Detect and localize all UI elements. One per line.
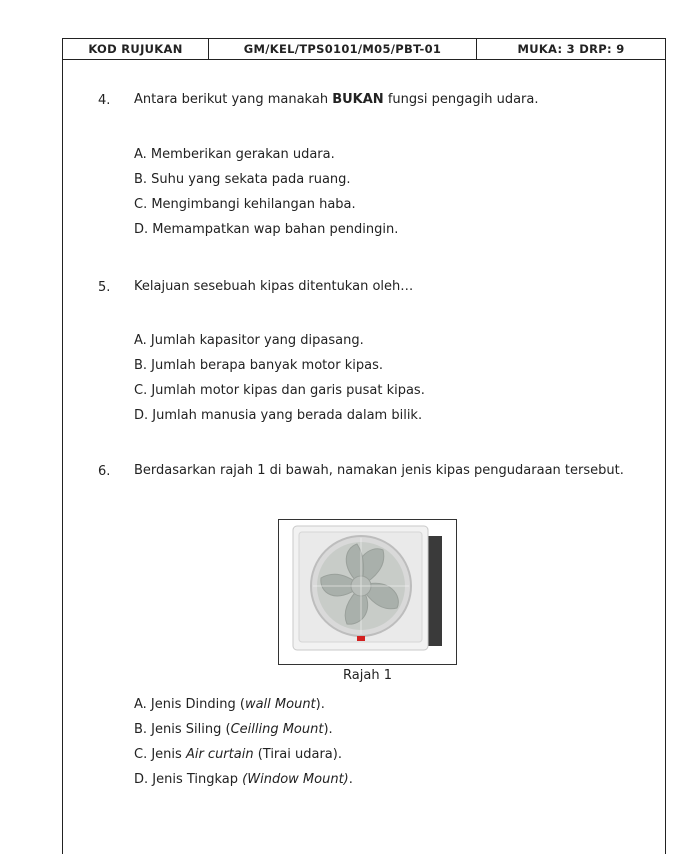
question-5-option-c: C. Jumlah motor kipas dan garis pusat kipas.	[134, 383, 425, 398]
option-a-prefix: A. Jenis Dinding (	[134, 697, 245, 712]
question-4-number: 4.	[98, 93, 111, 108]
option-c-suffix: (Tirai udara).	[253, 747, 342, 762]
page-number: MUKA: 3 DRP: 9	[477, 39, 666, 60]
exhaust-fan-illustration	[279, 520, 456, 664]
kod-rujukan-value: GM/KEL/TPS0101/M05/PBT-01	[209, 39, 477, 60]
option-c-italic: Air curtain	[185, 747, 254, 762]
option-c-prefix: C. Jenis	[134, 747, 186, 762]
question-4-option-c: C. Mengimbangi kehilangan haba.	[134, 197, 356, 212]
option-d-prefix: D. Jenis Tingkap	[134, 772, 243, 787]
question-4-text	[134, 87, 634, 112]
question-4-text-end: fungsi pengagih udara.	[383, 92, 539, 107]
question-4-option-b: B. Suhu yang sekata pada ruang.	[134, 172, 351, 187]
option-a-italic: wall Mount	[244, 697, 316, 712]
reference-header	[62, 38, 666, 60]
option-d-suffix: .	[348, 772, 353, 787]
kod-rujukan-label: KOD RUJUKAN	[63, 39, 209, 60]
question-6-text: Berdasarkan rajah 1 di bawah, namakan jenis kipas pengudaraan tersebut.	[134, 463, 624, 478]
question-5-option-d: D. Jumlah manusia yang berada dalam bilik.	[134, 408, 423, 423]
question-4-text-start: Antara berikut yang manakah	[134, 92, 333, 107]
question-4-option-a: A. Memberikan gerakan udara.	[134, 147, 335, 162]
option-a-suffix: ).	[315, 697, 325, 712]
question-5-option-a: A. Jumlah kapasitor yang dipasang.	[134, 333, 364, 348]
question-6-option-d	[134, 772, 353, 787]
option-b-suffix: ).	[323, 722, 333, 737]
question-4-option-d: D. Memampatkan wap bahan pendingin.	[134, 222, 399, 237]
option-d-italic: (Window Mount)	[242, 772, 349, 787]
exhaust-fan-figure	[278, 519, 457, 665]
question-6-option-c	[134, 747, 342, 762]
question-5-option-b: B. Jumlah berapa banyak motor kipas.	[134, 358, 383, 373]
question-5-number: 5.	[98, 280, 111, 295]
question-4-bold-word: BUKAN	[332, 92, 384, 107]
question-5-text: Kelajuan sesebuah kipas ditentukan oleh…	[134, 279, 414, 294]
question-6-number: 6.	[98, 464, 111, 479]
option-b-italic: Ceilling Mount	[230, 722, 324, 737]
question-6-option-b	[134, 722, 333, 737]
figure-caption: Rajah 1	[343, 668, 392, 683]
option-b-prefix: B. Jenis Siling (	[134, 722, 231, 737]
question-6-option-a	[134, 697, 325, 712]
